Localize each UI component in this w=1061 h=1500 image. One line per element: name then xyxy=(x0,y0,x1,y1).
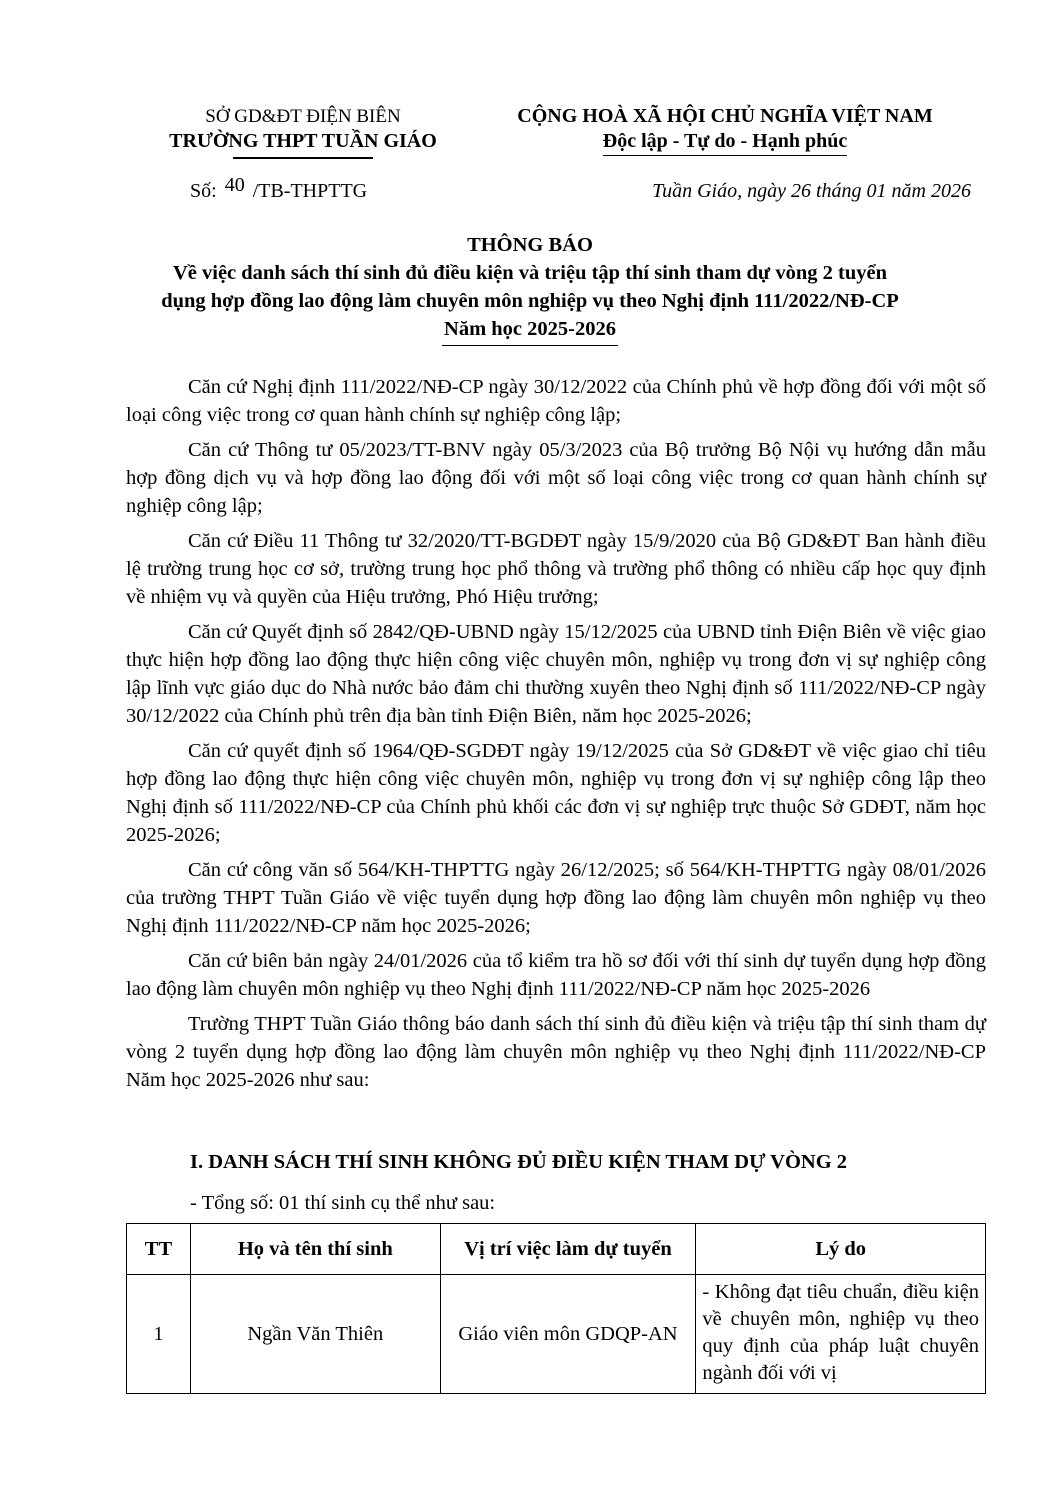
school-name: TRƯỜNG THPT TUẦN GIÁO xyxy=(169,130,437,152)
title-main: THÔNG BÁO xyxy=(467,234,593,256)
issuer-underline xyxy=(233,157,373,159)
cell-tt: 1 xyxy=(127,1275,191,1394)
department-name: SỞ GD&ĐT ĐIỆN BIÊN xyxy=(205,106,401,127)
document-body xyxy=(126,373,986,1101)
cell-position: Giáo viên môn GDQP-AN xyxy=(440,1275,696,1394)
table-header-row xyxy=(127,1224,986,1275)
national-motto: Độc lập - Tự do - Hạnh phúc xyxy=(603,129,847,156)
body-paragraph: Căn cứ công văn số 564/KH-THPTTG ngày 26/12/2025; số 564/KH-THPTTG ngày 08/01/2026 của trường THPT Tuần Giáo về việc tuyển dụng hợp đồng lao động làm chuyên môn nghiệp vụ theo Nghị định 111/2022/NĐ-CP năm học 2025-2026; xyxy=(126,859,986,937)
document-title xyxy=(130,231,930,346)
country-name: CỘNG HOÀ XÃ HỘI CHỦ NGHĨA VIỆT NAM xyxy=(517,105,933,127)
title-line-1: Về việc danh sách thí sinh đủ điều kiện và triệu tập thí sinh tham dự vòng 2 tuyển xyxy=(172,262,887,284)
body-paragraph: Căn cứ quyết định số 1964/QĐ-SGDĐT ngày 19/12/2025 của Sở GD&ĐT về việc giao chỉ tiêu hợp đồng lao động thực hiện công việc chuyên môn, nghiệp vụ trong đơn vị sự nghiệp công lập theo Nghị định số 111/2022/NĐ-CP của Chính phủ khối các đơn vị sự nghiệp trực thuộc Sở GDĐT, năm học 2025-2026; xyxy=(126,740,986,846)
title-line-2: dụng hợp đồng lao động làm chuyên môn nghiệp vụ theo Nghị định 111/2022/NĐ-CP xyxy=(161,290,899,312)
column-header-position: Vị trí việc làm dự tuyển xyxy=(440,1224,696,1275)
column-header-name: Họ và tên thí sinh xyxy=(190,1224,440,1275)
candidate-table xyxy=(126,1223,986,1394)
cell-reason xyxy=(696,1275,986,1394)
column-header-tt: TT xyxy=(127,1224,191,1275)
body-paragraph: Căn cứ Điều 11 Thông tư 32/2020/TT-BGDĐT ngày 15/9/2020 của Bộ GD&ĐT Ban hành điều lệ trường trung học cơ sở, trường trung học phổ thông và trường phổ thông có nhiều cấp học quy định về nhiệm vụ và quyền của Hiệu trưởng, Phó Hiệu trưởng; xyxy=(126,530,986,608)
section-heading: I. DANH SÁCH THÍ SINH KHÔNG ĐỦ ĐIỀU KIỆN THAM DỰ VÒNG 2 xyxy=(190,1151,848,1173)
column-header-reason: Lý do xyxy=(696,1224,986,1275)
title-year: Năm học 2025-2026 xyxy=(442,315,618,346)
body-paragraph: Căn cứ Thông tư 05/2023/TT-BNV ngày 05/3/2023 của Bộ trưởng Bộ Nội vụ hướng dẫn mẫu hợp đồng dịch vụ và hợp đồng lao động đối với một số loại công việc trong cơ quan hành chính sự nghiệp công lập; xyxy=(126,439,986,517)
cell-name: Ngần Văn Thiên xyxy=(190,1275,440,1394)
issue-date: Tuần Giáo, ngày 26 tháng 01 năm 2026 xyxy=(652,180,971,202)
section-summary: - Tổng số: 01 thí sinh cụ thể như sau: xyxy=(190,1192,496,1214)
table-row xyxy=(127,1275,986,1394)
body-paragraph: Căn cứ biên bản ngày 24/01/2026 của tổ kiểm tra hồ sơ đối với thí sinh dự tuyển dụng hợp đồng lao động làm chuyên môn nghiệp vụ theo Nghị định 111/2022/NĐ-CP năm học 2025-2026 xyxy=(126,950,986,1000)
number-prefix: Số: xyxy=(190,180,217,202)
issuer-block xyxy=(128,104,478,159)
body-paragraph: Căn cứ Quyết định số 2842/QĐ-UBND ngày 15/12/2025 của UBND tỉnh Điện Biên về việc giao thực hiện hợp đồng lao động thực hiện công việc chuyên môn, nghiệp vụ trong đơn vị sự nghiệp công lập lĩnh vực giáo dục do Nhà nước bảo đảm chi thường xuyên theo Nghị định số 111/2022/NĐ-CP ngày 30/12/2022 của Chính phủ trên địa bàn tỉnh Điện Biên, năm học 2025-2026; xyxy=(126,621,986,727)
number-suffix: /TB-THPTTG xyxy=(252,180,368,202)
reason-text: - Không đạt tiêu chuẩn, điều kiện về chuyên môn, nghiệp vụ theo quy định của pháp luật chuyên ngành đối với vị xyxy=(702,1281,979,1384)
document-number xyxy=(190,174,368,203)
national-header xyxy=(485,104,965,156)
body-paragraph: Căn cứ Nghị định 111/2022/NĐ-CP ngày 30/12/2022 của Chính phủ về hợp đồng đối với một số loại công việc trong cơ quan hành chính sự nghiệp công lập; xyxy=(126,376,986,426)
number-value: 40 xyxy=(224,174,245,196)
body-paragraph: Trường THPT Tuần Giáo thông báo danh sách thí sinh đủ điều kiện và triệu tập thí sinh tham dự vòng 2 tuyển dụng hợp đồng lao động làm chuyên môn nghiệp vụ theo Nghị định 111/2022/NĐ-CP Năm học 2025-2026 như sau: xyxy=(126,1013,986,1091)
